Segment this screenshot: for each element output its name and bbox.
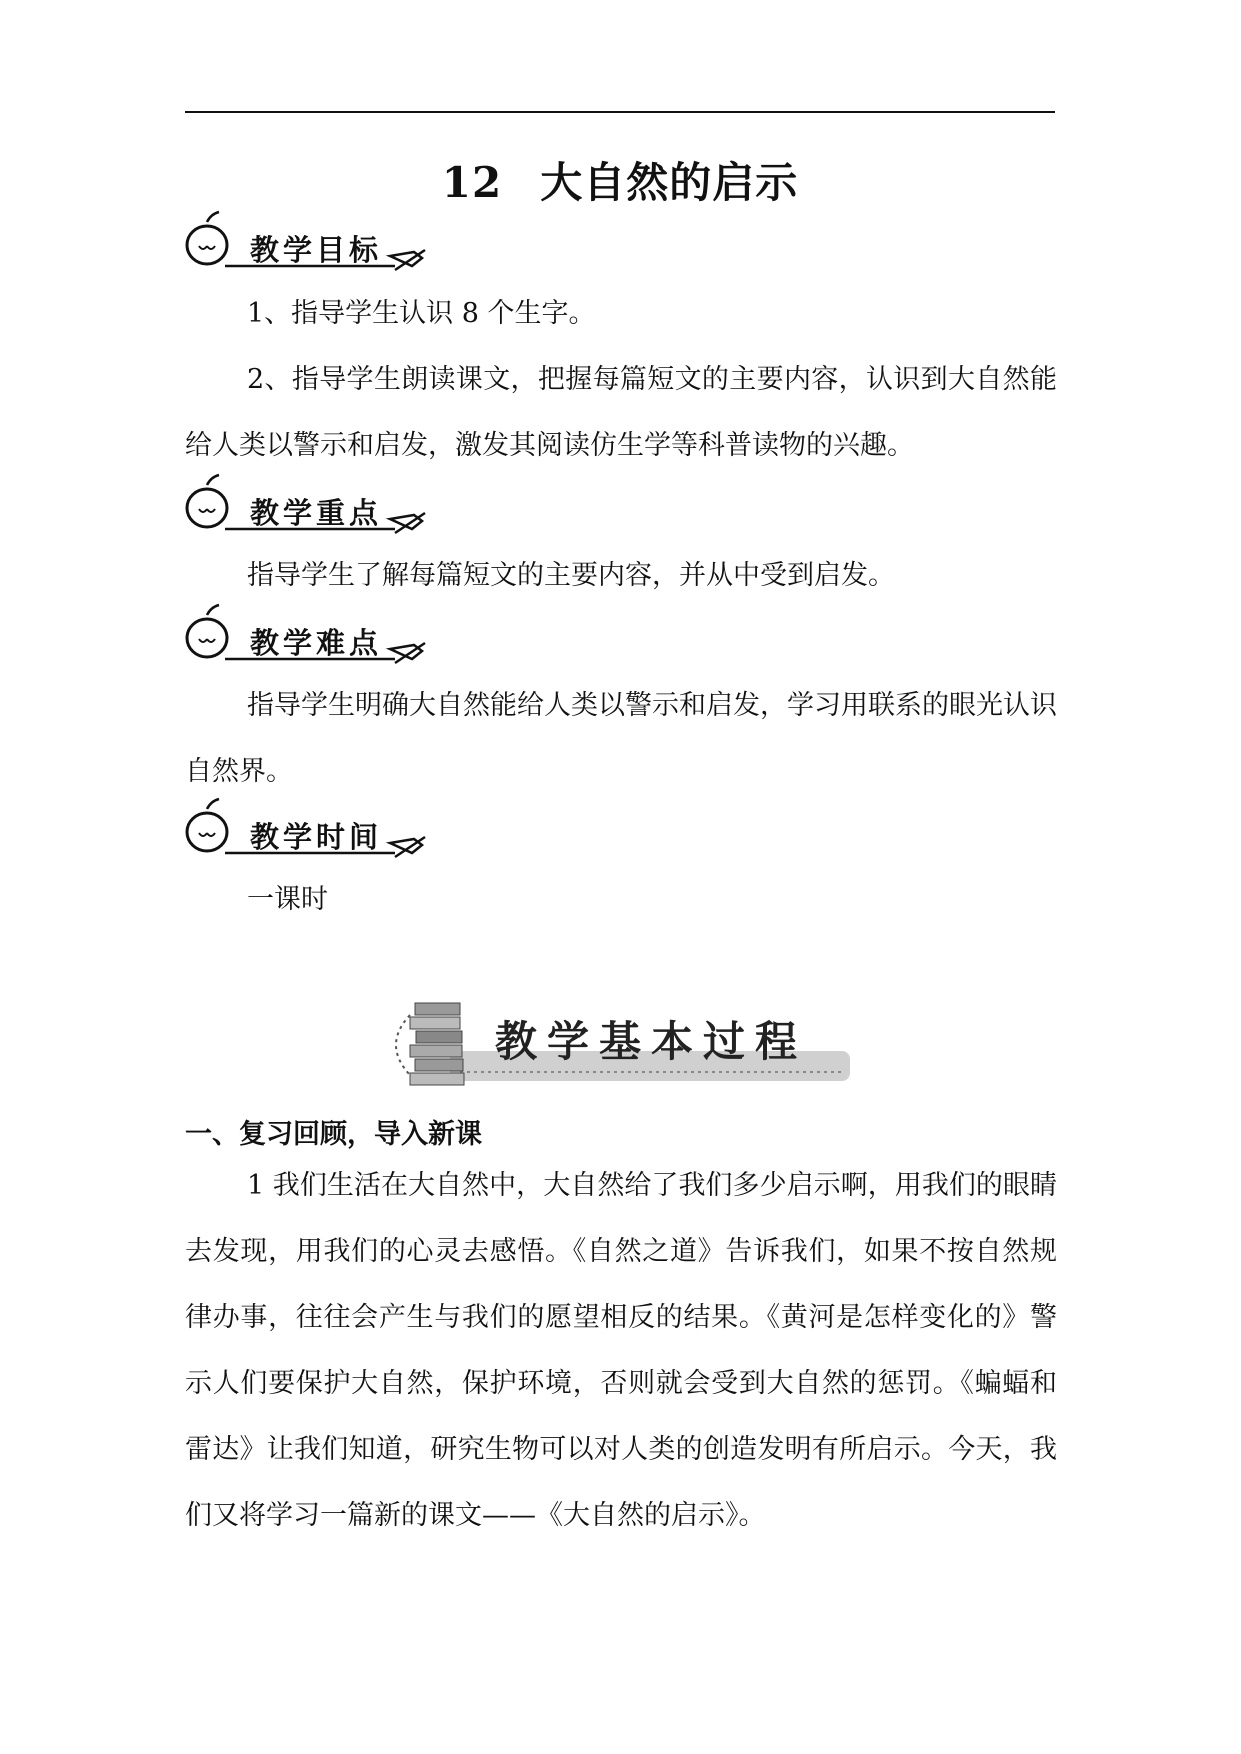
focus-text: 指导学生了解每篇短文的主要内容，并从中受到启发。	[247, 560, 895, 591]
apple-icon	[187, 475, 227, 527]
goal-item-2: 2、指导学生朗读课文，把握每篇短文的主要内容，认识到大自然能给人类以警示和启发，激发其阅读仿生学等科普读物的兴趣。	[185, 364, 1057, 461]
pen-hand-icon	[390, 250, 425, 270]
apple-icon	[187, 212, 227, 264]
pen-hand-icon	[390, 837, 425, 857]
lesson-title: 大自然的启示	[540, 158, 799, 207]
lesson-number: 12	[441, 158, 503, 207]
top-rule	[185, 111, 1055, 113]
apple-icon	[187, 799, 227, 851]
time-text: 一课时	[247, 884, 328, 915]
section-label: 教学目标	[250, 233, 383, 267]
pen-hand-icon	[390, 643, 425, 663]
difficulty-text: 指导学生明确大自然能给人类以警示和启发，学习用联系的眼光认识自然界。	[185, 690, 1057, 787]
section-header-difficulty	[185, 603, 445, 673]
section-header-goals	[185, 210, 445, 280]
book-stack-icon	[410, 1003, 464, 1085]
section-header-focus	[185, 473, 445, 543]
process-banner	[380, 995, 860, 1095]
page-title	[185, 150, 1055, 210]
section-label: 教学重点	[250, 496, 383, 530]
apple-icon	[187, 605, 227, 657]
step1-text: 1 我们生活在大自然中，大自然给了我们多少启示啊，用我们的眼睛去发现，用我们的心灵去感悟。《自然之道》告诉我们，如果不按自然规律办事，往往会产生与我们的愿望相反的结果。《黄河是怎样变化的》警示人们要保护大自然，保护环境，否则就会受到大自然的惩罚。《蝙蝠和雷达》让我们知道，研究生物可以对人类的创造发明有所启示。今天，我们又将学习一篇新的课文——《大自然的启示》。	[185, 1170, 1057, 1531]
section-label: 教学时间	[250, 820, 383, 854]
banner-title: 教学基本过程	[495, 1017, 808, 1066]
step1-heading: 一、复习回顾，导入新课	[185, 1119, 482, 1150]
section-header-time	[185, 797, 445, 867]
goal-item-1: 1、指导学生认识 8 个生字。	[247, 298, 596, 329]
pen-hand-icon	[390, 513, 425, 533]
section-label: 教学难点	[250, 626, 383, 660]
